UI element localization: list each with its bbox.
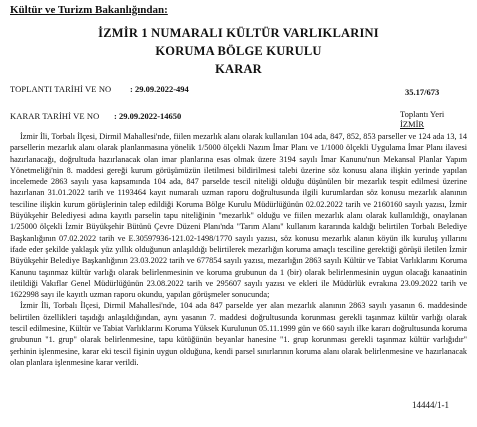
document-title-line2: KORUMA BÖLGE KURULU — [155, 44, 322, 58]
meeting-label-text: TOPLANTI TARİHİ VE NO — [10, 84, 112, 94]
ministry-heading: Kültür ve Turizm Bakanlığından: — [10, 4, 168, 16]
meeting-place-label: Toplantı Yeri — [400, 109, 445, 119]
footer-reference: 14444/1-1 — [412, 400, 449, 410]
meeting-place-value: İZMİR — [400, 119, 425, 129]
decision-date-value — [114, 111, 181, 121]
document-title-line1: İZMİR 1 NUMARALI KÜLTÜR VARLIKLARINI — [98, 26, 379, 40]
file-code: 35.17/673 — [405, 87, 440, 97]
meeting-date-value — [130, 84, 189, 94]
decision-value-text: : 29.09.2022-14650 — [114, 111, 182, 121]
decision-paragraph-2: İzmir İli, Torbalı İlçesi, Dirmil Mahallesi'nde, 104 ada 847 parselde yer alan mezarlık alanının 2863 sayılı yasanın 6. maddesinde belirtilen özellikleri taşıdığı anlaşıldığından, aynı yasanın 7. maddesi doğrultusunda korunması gerekli taşınmaz kültür varlığı olarak tescil edilmesine, Kültür ve Tabiat Varlıklarını Koruma Yüksek Kurulunun 05.11.1999 gün ve 660 sayılı ilke kararı doğrultusunda koruma grubunun "1. grup" olarak belirlenmesine, tapu kütüğünün beyanlar hanesine "1. grup korunması gerekli taşınmaz kültür varlığıdır" şerhinin işlenmesine, karar eki tescil fişinin uygun olduğuna, kendi parsel sınırlarının koruma alanı olarak belirlenmesine ve hazırlanacak olan planlara işlenmesine karar verildi. — [10, 301, 467, 367]
decision-body — [10, 131, 467, 368]
document-title-line3: KARAR — [215, 62, 262, 76]
meeting-date-label — [10, 84, 111, 94]
meeting-value-text: : 29.09.2022-494 — [130, 84, 189, 94]
decision-date-label — [10, 111, 99, 121]
decision-label-text: KARAR TARİHİ VE NO — [10, 111, 100, 121]
decision-paragraph-1: İzmir İli, Torbalı İlçesi, Dirmil Mahallesi'nde, fiilen mezarlık alanı olarak kullanılan 104 ada, 847, 852, 853 parseller ve 124 ada 13, 14 parsellerin mezarlık alanı olarak planlanmasına yönelik 1/5000 ölçekli Nazım İmar Planı ve 1/1000 ölçekli Uygulama İmar Planı ilavesi hazırlanacağı, doğrultuda hazırlanacak olan imar planlarına esas olmak üzere 3194 sayılı İmar Kanunu'nun Mekansal Planlar Yapım Yönetmeliği'nin 8. maddesi gereği kurum görüşümüzün iletilmesi bildirilmesi talebi üzerine söz konusu alana ilişkin yerinde yapılan incelemede 2863 sayılı yasa kapsamında 104 ada, 847 parselde tescil niteliği olduğu düşünülen bir mezarlık tespit edilmesi üzerine hazırlanan 31.01.2022 tarih ve 1193464 kayıt numaralı uzman raporu doğrultusunda ilgili kurumlardan söz konusu mezarlık alanının tesciline ilişkin kurum görüşlerinin talep edildiği Koruma Bölge Kurulu Müdürlüğünün 02.02.2022 tarih ve 2160160 sayılı yazısı, İzmir Büyükşehir Belediyesi adına kayıtlı parselin tapu niteliğinin "mezarlık" olduğu ve fiilen mezarlık alanı olarak kullanıldığı, onaylanan 1/25000 ölçekli İzmir Büyükşehir Bütünü Çevre Düzeni Planı'nda "Tarım Alanı" kullanım kararında kaldığı belirtilen Torbalı Belediye Başkanlığının 07.02.2022 tarih ve E.30597936-121.02-1498/1770 sayılı yazısı, söz konusu mezarlık alanın köyün ilk kuruluş yıllarını ifade eder şekilde yaklaşık yüz yıllık olduğunun anlaşıldığı belirtilerek mezarlığın koruma amaçlı tesciline gerektiği görüşü iletilen İzmir Büyükşehir Belediye Başkanlığının 23.03.2022 tarih ve 677854 sayılı yazısı, mezarlığın 2863 sayılı Kültür ve Tabiat Varlıklarını Koruma Kanunu taşınmaz kültür varlığı olarak belirlenmesinin ve koruma grubunun da 1 (bir) olarak belirlenmesinin uygun olacağı kanaatinin iletildiği Vakıflar Genel Müdürlüğünün 23.08.2022 tarih ve 295607 sayılı yazısı ve ekleri ile Müdürlük evrakına 23.09.2022 tarih ve 1622998 sayı ile kayıtlı uzman raporu okundu, yapılan görüşmeler sonucunda; — [10, 132, 467, 300]
